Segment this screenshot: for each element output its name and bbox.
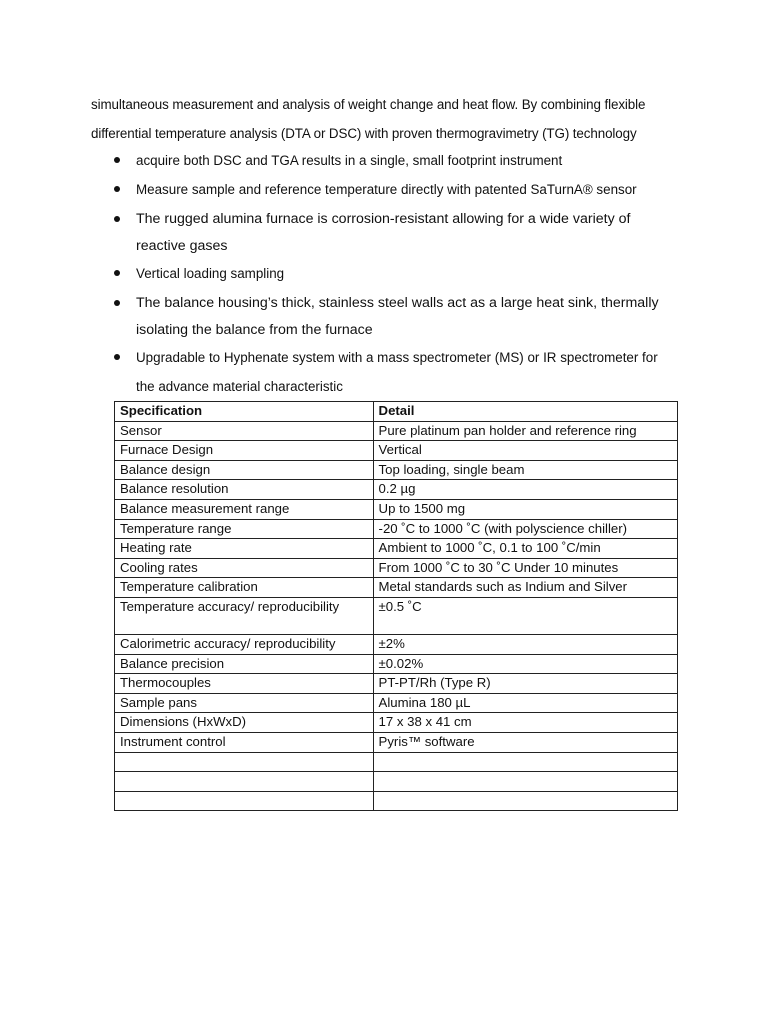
- detail-cell: Up to 1500 mg: [373, 499, 677, 519]
- spec-cell: Balance measurement range: [115, 499, 374, 519]
- bullet-icon: [114, 270, 120, 276]
- detail-cell: ±0.02%: [373, 654, 677, 674]
- feature-list-item: Upgradable to Hyphenate system with a mass spectrometer (MS) or IR spectrometer for the advance material characteristic: [91, 343, 691, 401]
- bullet-icon: [114, 186, 120, 192]
- detail-cell: [373, 752, 677, 772]
- table-row: [115, 693, 678, 713]
- bullet-icon: [114, 354, 120, 360]
- table-row: [115, 480, 678, 500]
- spec-cell: Heating rate: [115, 539, 374, 559]
- detail-cell: ±2%: [373, 634, 677, 654]
- detail-cell: From 1000 ˚C to 30 ˚C Under 10 minutes: [373, 558, 677, 578]
- detail-cell: Ambient to 1000 ˚C, 0.1 to 100 ˚C/min: [373, 539, 677, 559]
- bullet-icon: [114, 300, 120, 306]
- detail-cell: [373, 791, 677, 811]
- detail-cell: [373, 772, 677, 792]
- table-row: [115, 441, 678, 461]
- detail-cell: Vertical: [373, 441, 677, 461]
- intro-paragraph: [91, 91, 691, 148]
- spec-cell: Balance resolution: [115, 480, 374, 500]
- table-row: [115, 674, 678, 694]
- bullet-icon: [114, 157, 120, 163]
- table-row-empty: [115, 772, 678, 792]
- detail-cell: Pure platinum pan holder and reference ring: [373, 421, 677, 441]
- spec-cell: [115, 791, 374, 811]
- feature-list-item: Vertical loading sampling: [91, 259, 691, 288]
- table-row: [115, 597, 678, 634]
- table-row: [115, 519, 678, 539]
- spec-cell: [115, 772, 374, 792]
- detail-cell: Top loading, single beam: [373, 460, 677, 480]
- table-row: [115, 558, 678, 578]
- table-row: [115, 539, 678, 559]
- spec-cell: Thermocouples: [115, 674, 374, 694]
- detail-cell: 17 x 38 x 41 cm: [373, 713, 677, 733]
- detail-cell: -20 ˚C to 1000 ˚C (with polyscience chiller): [373, 519, 677, 539]
- column-header-detail: Detail: [373, 402, 677, 422]
- table-row: [115, 460, 678, 480]
- intro-line-2: differential temperature analysis (DTA or DSC) with proven thermogravimetry (TG) technology: [91, 125, 637, 141]
- detail-cell: Alumina 180 µL: [373, 693, 677, 713]
- table-row: [115, 499, 678, 519]
- spec-cell: Dimensions (HxWxD): [115, 713, 374, 733]
- intro-line-1: simultaneous measurement and analysis of weight change and heat flow. By combining flexible: [91, 97, 646, 112]
- spec-cell: [115, 752, 374, 772]
- spec-cell: Cooling rates: [115, 558, 374, 578]
- detail-cell: ±0.5 ˚C: [373, 597, 677, 634]
- feature-list-item: acquire both DSC and TGA results in a single, small footprint instrument: [91, 146, 691, 175]
- feature-list-item: Measure sample and reference temperature directly with patented SaTurnA® sensor: [91, 175, 691, 204]
- spec-cell: Sensor: [115, 421, 374, 441]
- spec-cell: Instrument control: [115, 732, 374, 752]
- feature-list-item: The rugged alumina furnace is corrosion-resistant allowing for a wide variety of reactive gases: [91, 204, 691, 259]
- table-header-row: [115, 402, 678, 422]
- spec-cell: Temperature calibration: [115, 578, 374, 598]
- table-row: [115, 732, 678, 752]
- table-row: [115, 634, 678, 654]
- table-row: [115, 421, 678, 441]
- column-header-specification: Specification: [115, 402, 374, 422]
- spec-cell: Temperature range: [115, 519, 374, 539]
- detail-cell: PT-PT/Rh (Type R): [373, 674, 677, 694]
- spec-cell: Sample pans: [115, 693, 374, 713]
- table-row-empty: [115, 752, 678, 772]
- table-row: [115, 713, 678, 733]
- feature-list-item: The balance housing’s thick, stainless steel walls act as a large heat sink, thermally isolating the balance from the furnace: [91, 288, 691, 343]
- table-row: [115, 654, 678, 674]
- feature-list: [91, 146, 691, 401]
- spec-cell: Balance design: [115, 460, 374, 480]
- specification-table: [114, 401, 678, 811]
- spec-cell: Balance precision: [115, 654, 374, 674]
- detail-cell: 0.2 µg: [373, 480, 677, 500]
- spec-cell: Temperature accuracy/ reproducibility: [115, 597, 374, 634]
- spec-cell: Furnace Design: [115, 441, 374, 461]
- bullet-icon: [114, 216, 120, 222]
- table-row: [115, 578, 678, 598]
- table-row-empty: [115, 791, 678, 811]
- spec-cell: Calorimetric accuracy/ reproducibility: [115, 634, 374, 654]
- detail-cell: Metal standards such as Indium and Silver: [373, 578, 677, 598]
- detail-cell: Pyris™ software: [373, 732, 677, 752]
